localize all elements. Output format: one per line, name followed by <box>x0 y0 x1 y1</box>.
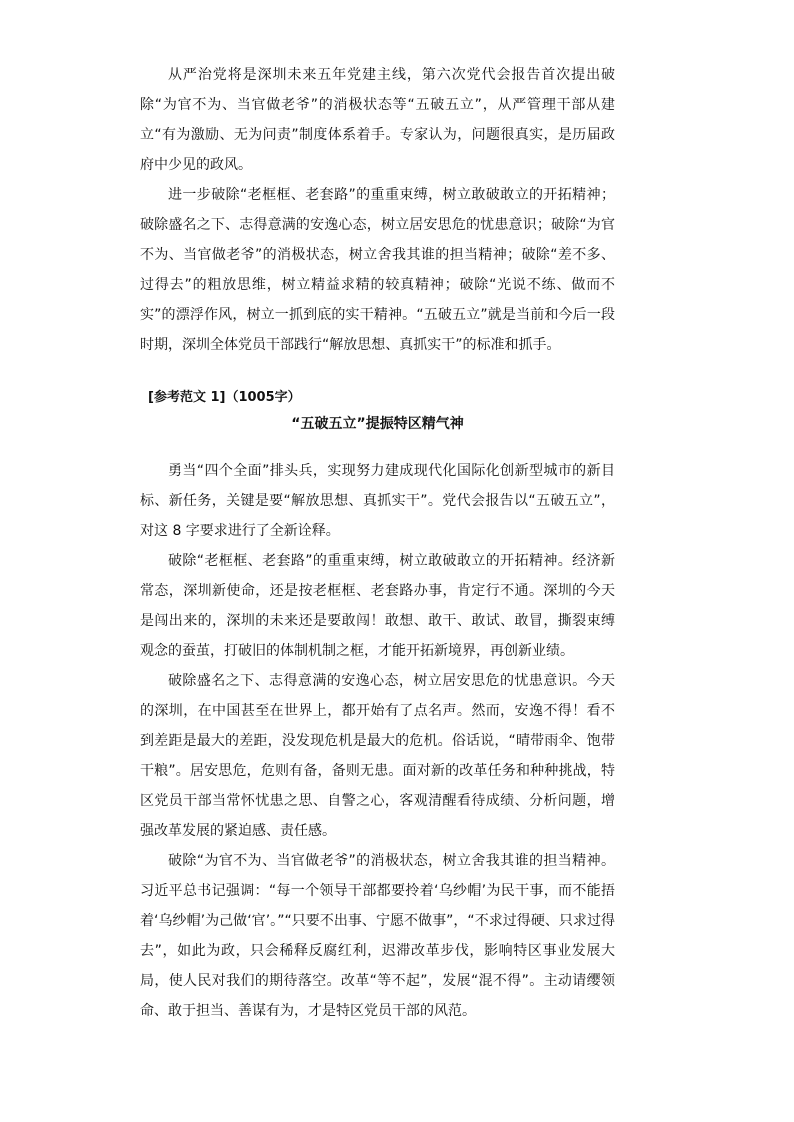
essay-paragraph-3: 破除盛名之下、志得意满的安逸心态，树立居安思危的忧患意识。今天的深圳，在中国甚至在世界上，都开始有了点名声。然而，安逸不得！看不到差距是最大的差距，没发现危机是最大的危机。俗话说，“晴带雨伞、饱带干粮”。居安思危，危则有备，备则无患。面对新的改革任务和种种挑战，特区党员干部当常怀忧患之思、自警之心，客观清醒看待成绩、分析问题，增强改革发展的紧迫感、责任感。 <box>140 673 615 839</box>
intro-section <box>140 60 615 360</box>
document-page <box>140 60 615 1026</box>
essay-paragraph-4: 破除“为官不为、当官做老爷”的消极状态，树立舍我其谁的担当精神。习近平总书记强调：“每一个领导干部都要拎着‘乌纱帽’为民干事，而不能捂着‘乌纱帽’为己做‘官’。”“只要不出事、宁愿不做事”，“不求过得硬、只求过得去”，如此为政，只会稀释反腐红利，迟滞改革步伐，影响特区事业发展大局，使人民对我们的期待落空。改革“等不起”，发展“混不得”。主动请缨领命、敢于担当、善谋有为，才是特区党员干部的风范。 <box>140 853 615 1019</box>
section-spacer <box>140 360 615 386</box>
essay-paragraph-2: 破除“老框框、老套路”的重重束缚，树立敢破敢立的开拓精神。经济新常态，深圳新使命，还是按老框框、老套路办事，肯定行不通。深圳的今天是闯出来的，深圳的未来还是要敢闯！敢想、敢干、敢试、敢冒，撕裂束缚观念的蚕茧，打破旧的体制机制之框，才能开拓新境界，再创新业绩。 <box>140 553 615 659</box>
intro-paragraph-2: 进一步破除“老框框、老套路”的重重束缚，树立敢破敢立的开拓精神；破除盛名之下、志得意满的安逸心态，树立居安思危的忧患意识；破除“为官不为、当官做老爷”的消极状态，树立舍我其谁的担当精神；破除“差不多、过得去”的粗放思维，树立精益求精的较真精神；破除“光说不练、做而不实”的漂浮作风，树立一抓到底的实干精神。“五破五立”就是当前和今后一段时期，深圳全体党员干部践行“解放思想、真抓实干”的标准和抓手。 <box>140 187 615 353</box>
essay-section <box>140 386 615 1026</box>
title-spacer <box>140 436 615 456</box>
intro-paragraph-1: 从严治党将是深圳未来五年党建主线，第六次党代会报告首次提出破除“为官不为、当官做老爷”的消极状态等“五破五立”，从严管理干部从建立“有为激励、无为问责”制度体系着手。专家认为，问题很真实，是历届政府中少见的政风。 <box>140 67 615 173</box>
essay-title: “五破五立”提振特区精气神 <box>291 416 464 432</box>
reference-essay-label: [参考范文 1]（1005字） <box>148 390 301 405</box>
essay-paragraph-1: 勇当“四个全面”排头兵，实现努力建成现代化国际化创新型城市的新目标、新任务，关键是要“解放思想、真抓实干”。党代会报告以“五破五立”，对这 8 字要求进行了全新诠释。 <box>140 463 615 539</box>
